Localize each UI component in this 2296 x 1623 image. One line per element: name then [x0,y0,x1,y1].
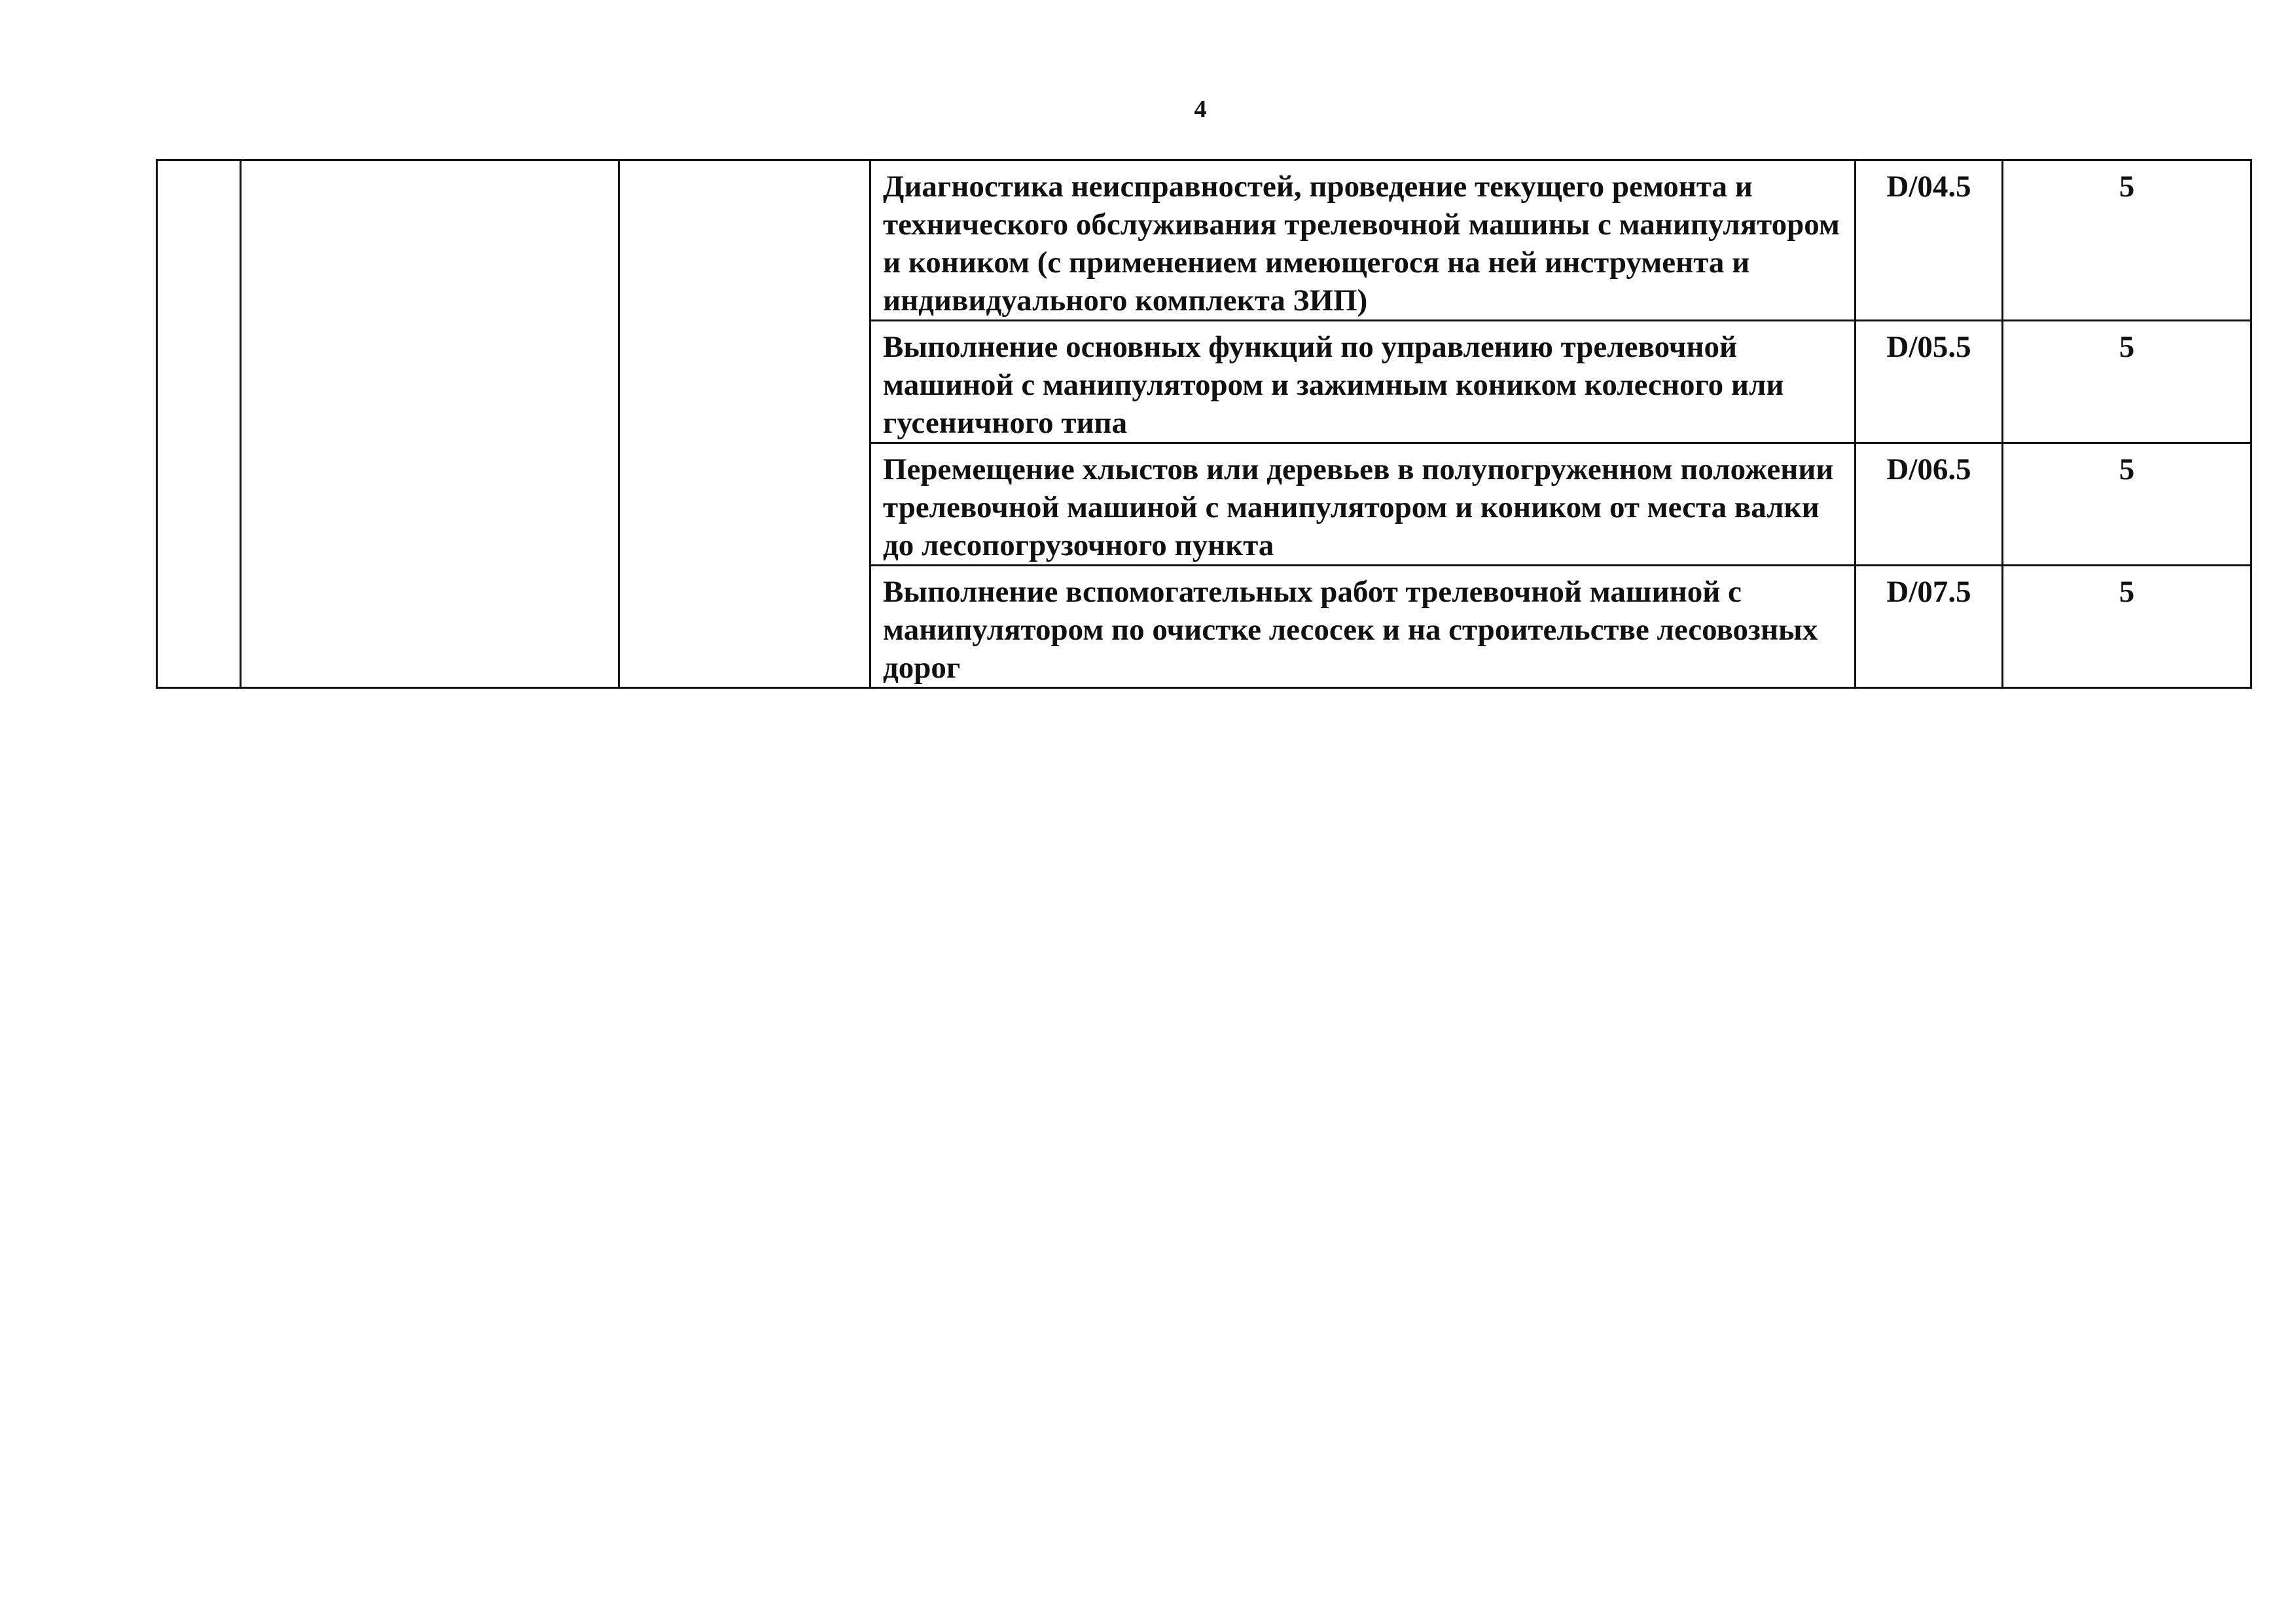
function-code-cell: D/04.5 [1856,160,2003,321]
functions-table [156,159,2252,689]
qualification-level-cell: 5 [2003,160,2251,321]
function-code-cell: D/06.5 [1856,443,2003,566]
empty-generalized-function-cell [241,160,619,688]
function-code-cell: D/07.5 [1856,566,2003,688]
function-code-cell: D/05.5 [1856,321,2003,443]
labor-function-cell: Выполнение вспомогательных работ трелевочной машиной с манипулятором по очистке лесосек и на строительстве лесовозных дорог [870,566,1856,688]
qualification-level-cell: 5 [2003,321,2251,443]
labor-function-cell: Перемещение хлыстов или деревьев в полупогруженном положении трелевочной машиной с манипулятором и коником от места валки до лесопогрузочного пункта [870,443,1856,566]
qualification-level-cell: 5 [2003,443,2251,566]
labor-function-cell: Выполнение основных функций по управлению трелевочной машиной с манипулятором и зажимным коником колесного или гусеничного типа [870,321,1856,443]
empty-code-cell [157,160,241,688]
page-number: 4 [1194,96,1207,123]
qualification-level-cell: 5 [2003,566,2251,688]
table-row [157,160,2251,321]
empty-qualification-cell [619,160,870,688]
labor-function-cell: Диагностика неисправностей, проведение текущего ремонта и технического обслуживания трелевочной машины с манипулятором и коником (с применением имеющегося на ней инструмента и индивидуального комплекта ЗИП) [870,160,1856,321]
